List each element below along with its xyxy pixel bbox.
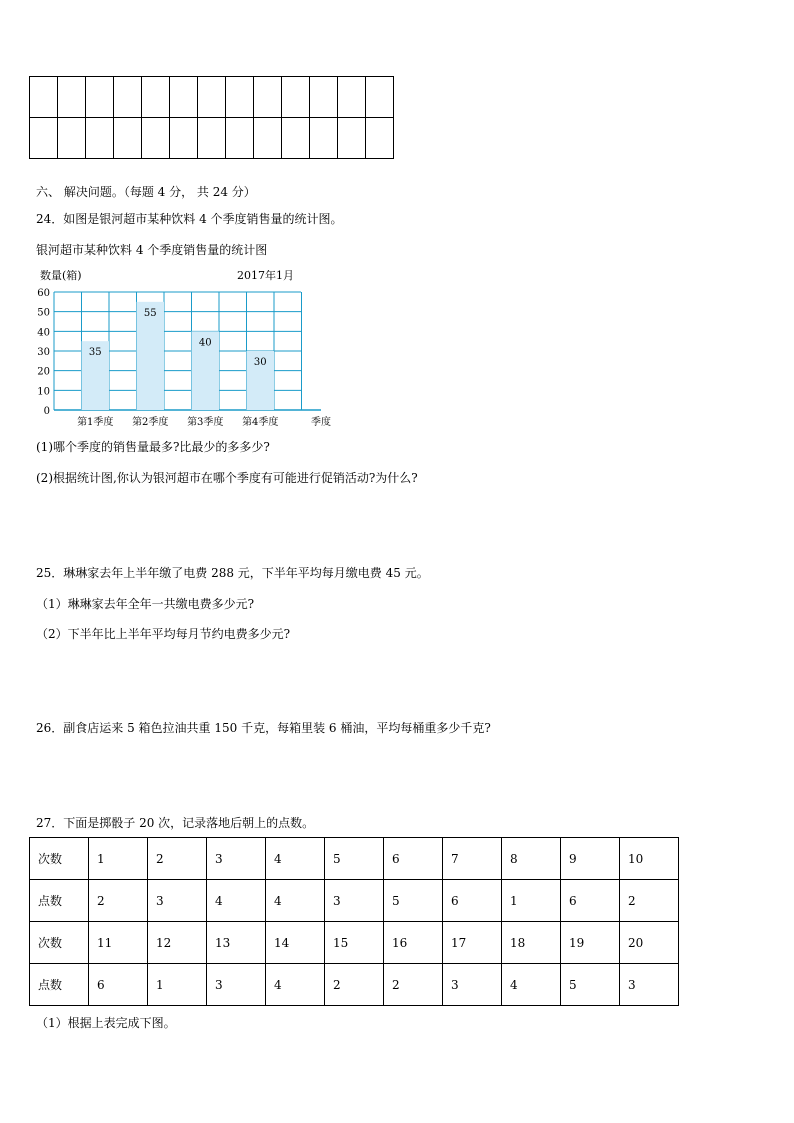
- answer-grid-cell: [58, 77, 86, 118]
- section-title: 六、 解决问题。（每题 4 分， 共 24 分）: [36, 185, 256, 199]
- table-cell: 6: [561, 880, 620, 922]
- table-cell: 3: [207, 964, 266, 1006]
- table-cell: 4: [266, 838, 325, 880]
- dice-table: [29, 837, 679, 1006]
- answer-grid-cell: [142, 118, 170, 159]
- table-cell: 3: [443, 964, 502, 1006]
- table-cell: 2: [384, 964, 443, 1006]
- table-cell: 1: [148, 964, 207, 1006]
- question-25-sub1: （1）琳琳家去年全年一共缴电费多少元?: [36, 597, 255, 611]
- table-cell: 5: [325, 838, 384, 880]
- chart-xtick-label: 第3季度: [187, 417, 224, 428]
- answer-grid-cell: [226, 77, 254, 118]
- table-cell: 11: [89, 922, 148, 964]
- table-cell: 15: [325, 922, 384, 964]
- table-cell: 6: [384, 838, 443, 880]
- table-cell: 20: [620, 922, 679, 964]
- question-27-sub1: （1）根据上表完成下图。: [36, 1016, 176, 1030]
- chart-data-label: 55: [143, 307, 157, 319]
- question-27-text: 27．下面是掷骰子 20 次，记录落地后朝上的点数。: [36, 816, 315, 830]
- answer-grid-cell: [338, 118, 366, 159]
- answer-grid-cell: [170, 77, 198, 118]
- table-row-header: 点数: [30, 964, 89, 1006]
- answer-grid-cell: [198, 118, 226, 159]
- table-cell: 2: [89, 880, 148, 922]
- table-cell: 18: [502, 922, 561, 964]
- chart-xlabel: 季度: [311, 417, 331, 428]
- question-24-text: 24．如图是银河超市某种饮料 4 个季度销售量的统计图。: [36, 212, 343, 226]
- answer-grid-cell: [86, 77, 114, 118]
- answer-grid-cell: [30, 118, 58, 159]
- table-cell: 17: [443, 922, 502, 964]
- table-cell: 3: [148, 880, 207, 922]
- answer-grid-cell: [338, 77, 366, 118]
- answer-grid-cell: [226, 118, 254, 159]
- table-cell: 10: [620, 838, 679, 880]
- chart-ytick-label: 60: [37, 288, 50, 299]
- chart-ytick-label: 0: [43, 406, 50, 417]
- chart-bars: [82, 302, 275, 410]
- answer-grid-cell: [30, 77, 58, 118]
- chart-ylabel: 数量(箱): [40, 270, 82, 282]
- answer-grid-cell: [254, 77, 282, 118]
- table-cell: 6: [443, 880, 502, 922]
- table-row: [30, 838, 679, 880]
- table-cell: 2: [620, 880, 679, 922]
- answer-grid-row: [30, 118, 394, 159]
- chart-xtick-label: 第1季度: [77, 417, 114, 428]
- answer-grid-cell: [282, 118, 310, 159]
- table-cell: 9: [561, 838, 620, 880]
- table-cell: 14: [266, 922, 325, 964]
- table-cell: 13: [207, 922, 266, 964]
- chart-ytick-label: 50: [37, 307, 50, 319]
- answer-grid: [29, 76, 394, 159]
- table-cell: 5: [561, 964, 620, 1006]
- table-cell: 1: [502, 880, 561, 922]
- chart-ytick-label: 10: [37, 386, 50, 398]
- chart-ytick-label: 30: [37, 347, 50, 358]
- table-cell: 1: [89, 838, 148, 880]
- answer-grid-row: [30, 77, 394, 118]
- table-cell: 4: [502, 964, 561, 1006]
- table-cell: 2: [148, 838, 207, 880]
- chart-yticks: [37, 288, 50, 417]
- chart-xtick-label: 第2季度: [132, 417, 169, 428]
- table-cell: 4: [266, 880, 325, 922]
- answer-grid-cell: [86, 118, 114, 159]
- table-cell: 7: [443, 838, 502, 880]
- table-row: [30, 880, 679, 922]
- table-cell: 3: [207, 838, 266, 880]
- table-row-header: 次数: [30, 922, 89, 964]
- chart-subtitle: 2017年1月: [237, 270, 294, 282]
- table-cell: 12: [148, 922, 207, 964]
- table-cell: 4: [207, 880, 266, 922]
- table-cell: 4: [266, 964, 325, 1006]
- answer-grid-cell: [114, 77, 142, 118]
- answer-grid-cell: [282, 77, 310, 118]
- table-cell: 16: [384, 922, 443, 964]
- question-26-text: 26．副食店运来 5 箱色拉油共重 150 千克，每箱里装 6 桶油，平均每桶重多少千克?: [36, 721, 491, 735]
- chart-ytick-label: 40: [37, 327, 50, 339]
- table-cell: 2: [325, 964, 384, 1006]
- chart-xtick-label: 第4季度: [242, 417, 279, 428]
- table-row: [30, 922, 679, 964]
- chart-xticks: [77, 415, 278, 428]
- table-cell: 5: [384, 880, 443, 922]
- question-24-sub2: (2)根据统计图,你认为银河超市在哪个季度有可能进行促销活动?为什么?: [36, 471, 418, 485]
- answer-grid-cell: [366, 118, 394, 159]
- chart-data-label: 35: [88, 347, 102, 359]
- answer-grid-cell: [310, 118, 338, 159]
- answer-grid-cell: [114, 118, 142, 159]
- answer-grid-cell: [254, 118, 282, 159]
- answer-grid-cell: [170, 118, 198, 159]
- answer-grid-cell: [310, 77, 338, 118]
- chart-data-label: 40: [198, 337, 212, 349]
- table-cell: 8: [502, 838, 561, 880]
- answer-grid-cell: [198, 77, 226, 118]
- bar-chart: [34, 270, 334, 430]
- answer-grid-cell: [142, 77, 170, 118]
- table-cell: 3: [620, 964, 679, 1006]
- table-cell: 6: [89, 964, 148, 1006]
- answer-grid-cell: [366, 77, 394, 118]
- table-cell: 19: [561, 922, 620, 964]
- chart-data-label: 30: [253, 357, 267, 368]
- table-row-header: 点数: [30, 880, 89, 922]
- question-24-sub1: (1)哪个季度的销售量最多?比最少的多多少?: [36, 440, 270, 454]
- table-row: [30, 964, 679, 1006]
- chart-caption: 银河超市某种饮料 4 个季度销售量的统计图: [36, 243, 268, 257]
- question-25-sub2: （2）下半年比上半年平均每月节约电费多少元?: [36, 627, 291, 641]
- table-row-header: 次数: [30, 838, 89, 880]
- answer-grid-cell: [58, 118, 86, 159]
- question-25-text: 25．琳琳家去年上半年缴了电费 288 元，下半年平均每月缴电费 45 元。: [36, 566, 429, 580]
- chart-ytick-label: 20: [37, 366, 50, 378]
- table-cell: 3: [325, 880, 384, 922]
